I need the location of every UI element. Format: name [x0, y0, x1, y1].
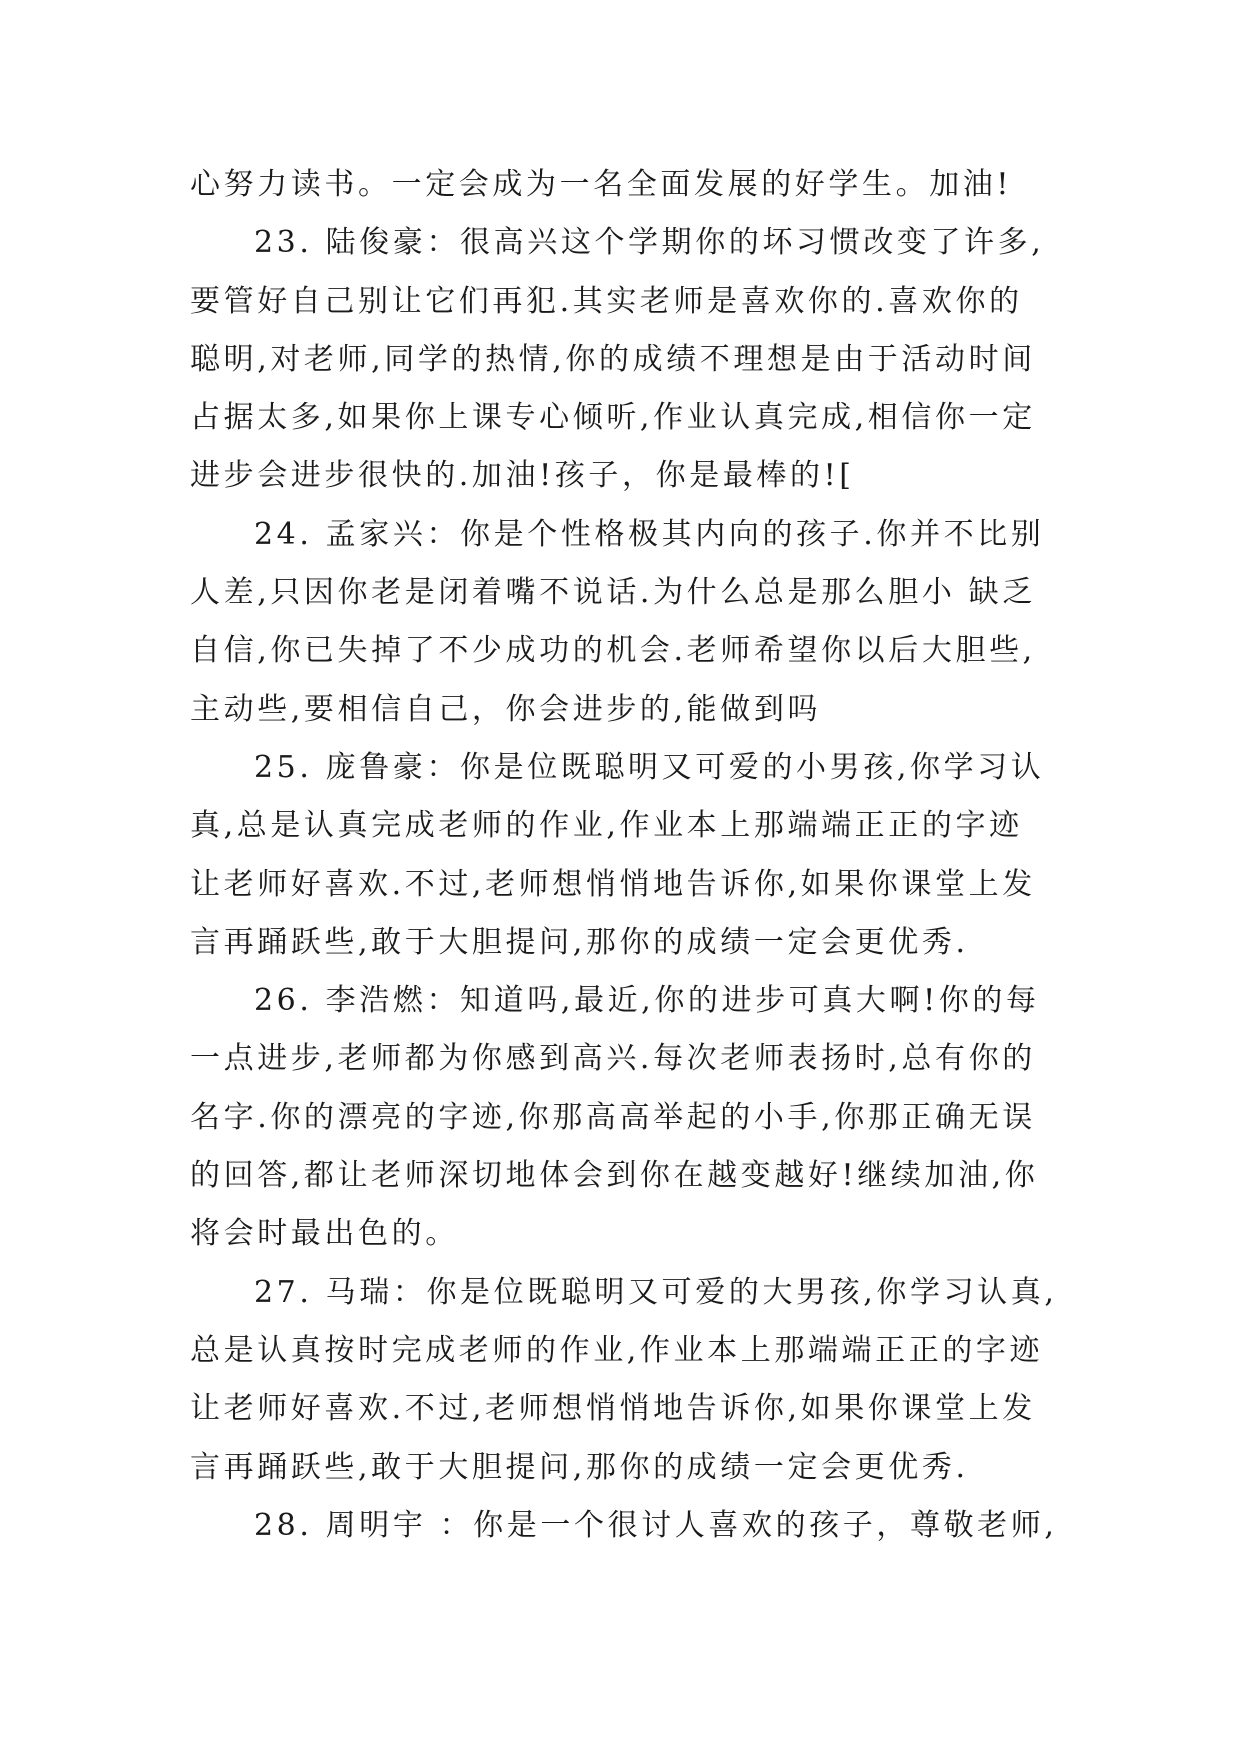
- text-line: 聪明,对老师,同学的热情,你的成绩不理想是由于活动时间: [190, 341, 1036, 377]
- paragraph-start-line: 26. 李浩燃：知道吗,最近,你的进步可真大啊!你的每: [254, 983, 1040, 1019]
- paragraph-start-line: 24. 孟家兴：你是个性格极其内向的孩子.你并不比别: [254, 516, 1045, 552]
- paragraph-start-line: 27. 马瑞：你是位既聪明又可爱的大男孩,你学习认真,: [254, 1274, 1058, 1310]
- text-line: 进步会进步很快的.加油!孩子，你是最棒的![: [190, 458, 855, 494]
- text-line: 一点进步,老师都为你感到高兴.每次老师表扬时,总有你的: [190, 1041, 1036, 1077]
- text-line: 让老师好喜欢.不过,老师想悄悄地告诉你,如果你课堂上发: [190, 1391, 1036, 1427]
- text-line: 主动些,要相信自己，你会进步的,能做到吗: [190, 691, 822, 727]
- paragraph-start-line: 28. 周明宇 ：你是一个很讨人喜欢的孩子，尊敬老师,: [254, 1507, 1058, 1543]
- text-line: 心努力读书。一定会成为一名全面发展的好学生。加油!: [190, 167, 1013, 202]
- text-line: 名字.你的漂亮的字迹,你那高高举起的小手,你那正确无误: [190, 1099, 1036, 1135]
- text-line: 让老师好喜欢.不过,老师想悄悄地告诉你,如果你课堂上发: [190, 866, 1036, 902]
- text-line: 的回答,都让老师深切地体会到你在越变越好!继续加油,你: [190, 1158, 1039, 1194]
- document-body: [190, 156, 1060, 1555]
- paragraph-start-line: 25. 庞鲁豪：你是位既聪明又可爱的小男孩,你学习认: [254, 749, 1045, 785]
- text-line: 将会时最出色的。: [190, 1216, 459, 1252]
- text-line: 言再踊跃些,敢于大胆提问,那你的成绩一定会更优秀.: [190, 924, 969, 960]
- text-line: 言再踊跃些,敢于大胆提问,那你的成绩一定会更优秀.: [190, 1449, 969, 1485]
- text-line: 占据太多,如果你上课专心倾听,作业认真完成,相信你一定: [190, 400, 1036, 436]
- text-line: 人差,只因你老是闭着嘴不说话.为什么总是那么胆小 缺乏: [190, 575, 1036, 611]
- text-line: 要管好自己别让它们再犯.其实老师是喜欢你的.喜欢你的: [190, 283, 1023, 319]
- text-line: 自信,你已失掉了不少成功的机会.老师希望你以后大胆些,: [190, 633, 1036, 669]
- text-line: 真,总是认真完成老师的作业,作业本上那端端正正的字迹: [190, 808, 1023, 844]
- text-line: 总是认真按时完成老师的作业,作业本上那端端正正的字迹: [190, 1332, 1044, 1368]
- paragraph-start-line: 23. 陆俊豪：很高兴这个学期你的坏习惯改变了许多,: [254, 225, 1045, 261]
